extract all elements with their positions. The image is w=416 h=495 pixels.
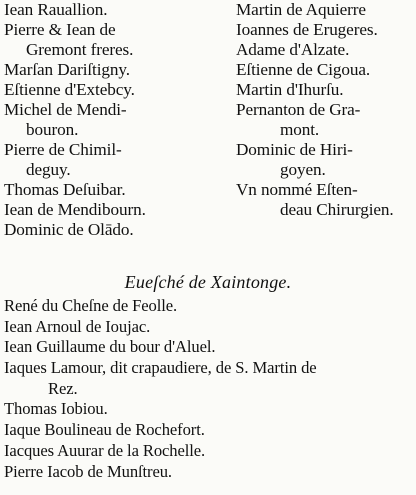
name-entry: Pierre Iacob de Munſtreu. <box>4 461 172 481</box>
name-entry: Dominic de Hiri- <box>236 140 353 159</box>
name-entry: Marſan Dariſtigny. <box>4 60 130 79</box>
name-entry: Adame d'Alzate. <box>236 40 350 59</box>
name-entry: mont. <box>280 120 320 139</box>
name-entry: Eſtienne de Cigoua. <box>236 60 371 79</box>
name-entry: Iaques Lamour, dit crapaudiere, de S. Martin de <box>4 358 317 378</box>
name-entry: Iean de Mendibourn. <box>4 200 146 219</box>
name-entry: Rez. <box>48 378 78 398</box>
name-entry: Iean Rauallion. <box>4 0 108 19</box>
name-entry: Eſtienne d'Extebcy. <box>4 80 135 99</box>
name-entry: Iean Arnoul de Ioujac. <box>4 316 151 336</box>
name-entry: Gremont freres. <box>26 40 134 59</box>
name-entry: Michel de Mendi- <box>4 100 127 119</box>
name-entry: goyen. <box>280 160 326 179</box>
name-entry: Martin d'Ihurſu. <box>236 80 344 99</box>
name-entry: bouron. <box>26 120 79 139</box>
bottom-name-list <box>4 296 414 482</box>
section-heading: Eueſché de Xaintonge. <box>124 272 292 292</box>
name-entry: Thomas Iobiou. <box>4 399 108 419</box>
left-name-column <box>4 0 226 240</box>
name-entry: Ioannes de Erugeres. <box>236 20 378 39</box>
right-name-column <box>236 0 414 220</box>
name-entry: Martin de Aquierre <box>236 0 366 19</box>
name-entry: Pierre de Chimil- <box>4 140 122 159</box>
name-entry: Iean Guillaume du bour d'Aluel. <box>4 337 216 357</box>
name-entry: Pierre & Iean de <box>4 20 116 39</box>
name-entry: deguy. <box>26 160 71 179</box>
name-entry: Iaque Boulineau de Rochefort. <box>4 420 205 440</box>
name-entry: Iacques Auurar de la Rochelle. <box>4 440 206 460</box>
name-entry: Thomas Deſuibar. <box>4 180 126 199</box>
name-entry: deau Chirurgien. <box>280 200 394 219</box>
name-entry: Pernanton de Gra- <box>236 100 361 119</box>
name-entry: Vn nommé Eſten- <box>236 180 358 199</box>
name-entry: René du Cheſne de Feolle. <box>4 296 178 315</box>
name-entry: Dominic de Olādo. <box>4 220 134 239</box>
